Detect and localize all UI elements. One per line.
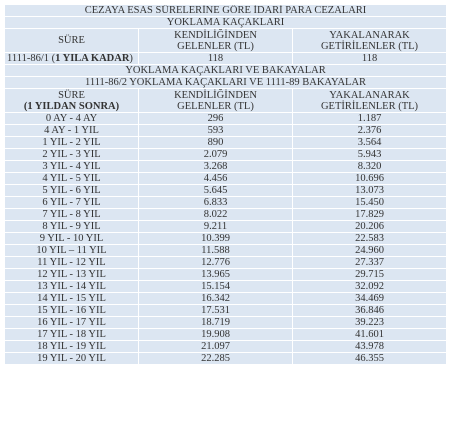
table-row — [5, 209, 447, 221]
kendiliginden-cell: 890 — [139, 137, 293, 149]
header-yakalanarak-line2: GETİRİLENLER (TL) — [320, 40, 419, 52]
yakalanarak-cell: 36.846 — [293, 305, 447, 317]
kendiliginden-cell: 6.833 — [139, 197, 293, 209]
penalty-table — [4, 4, 447, 365]
table-row — [5, 281, 447, 293]
yakalanarak-cell: 1.187 — [293, 113, 447, 125]
header2-sure — [5, 89, 139, 113]
yakalanarak-cell: 10.696 — [293, 173, 447, 185]
sure-bold: 1 YILA KADAR — [55, 53, 130, 64]
kendiliginden-cell: 8.022 — [139, 209, 293, 221]
yakalanarak-cell: 3.564 — [293, 137, 447, 149]
sure-cell: 3 YIL - 4 YIL — [5, 161, 139, 173]
kendiliginden-cell: 3.268 — [139, 161, 293, 173]
kendiliginden-cell: 22.285 — [139, 353, 293, 365]
yakalanarak-cell: 5.943 — [293, 149, 447, 161]
table-row — [5, 305, 447, 317]
sure-cell: 12 YIL - 13 YIL — [5, 269, 139, 281]
table-title: CEZAYA ESAS SÜRELERİNE GÖRE İDARİ PARA CEZALARI — [5, 5, 447, 17]
yakalanarak-cell: 17.829 — [293, 209, 447, 221]
yakalanarak-cell: 32.092 — [293, 281, 447, 293]
kendiliginden-cell: 9.211 — [139, 221, 293, 233]
section1-kendiliginden-cell: 118 — [139, 53, 293, 65]
table-row — [5, 197, 447, 209]
table-row — [5, 137, 447, 149]
sure-cell: 19 YIL - 20 YIL — [5, 353, 139, 365]
yakalanarak-cell: 15.450 — [293, 197, 447, 209]
section1-title-row — [5, 17, 447, 29]
kendiliginden-cell: 18.719 — [139, 317, 293, 329]
sure-prefix: 1111-86/1 ( — [7, 53, 56, 64]
sure-cell: 18 YIL - 19 YIL — [5, 341, 139, 353]
section2-header-row — [5, 89, 447, 113]
header-kendiliginden — [139, 29, 293, 53]
sure-cell: 6 YIL - 7 YIL — [5, 197, 139, 209]
yakalanarak-cell: 43.978 — [293, 341, 447, 353]
kendiliginden-cell: 11.588 — [139, 245, 293, 257]
table-row — [5, 173, 447, 185]
yakalanarak-cell: 20.206 — [293, 221, 447, 233]
kendiliginden-cell: 2.079 — [139, 149, 293, 161]
yakalanarak-cell: 46.355 — [293, 353, 447, 365]
table-row — [5, 245, 447, 257]
kendiliginden-cell: 593 — [139, 125, 293, 137]
yakalanarak-cell: 22.583 — [293, 233, 447, 245]
kendiliginden-cell: 21.097 — [139, 341, 293, 353]
yakalanarak-cell: 39.223 — [293, 317, 447, 329]
header2-kendiliginden-line2: GELENLER (TL) — [177, 100, 254, 112]
kendiliginden-cell: 13.965 — [139, 269, 293, 281]
table-row — [5, 161, 447, 173]
section1-sure-cell — [5, 53, 139, 65]
sure-cell: 1 YIL - 2 YIL — [5, 137, 139, 149]
yakalanarak-cell: 27.337 — [293, 257, 447, 269]
section2-title: YOKLAMA KAÇAKLARI VE BAKAYALAR — [5, 65, 447, 77]
section1-data-row — [5, 53, 447, 65]
sure-cell: 5 YIL - 6 YIL — [5, 185, 139, 197]
kendiliginden-cell: 4.456 — [139, 173, 293, 185]
sure-cell: 9 YIL - 10 YIL — [5, 233, 139, 245]
kendiliginden-cell: 10.399 — [139, 233, 293, 245]
table-row — [5, 113, 447, 125]
kendiliginden-cell: 19.908 — [139, 329, 293, 341]
header2-yakalanarak — [293, 89, 447, 113]
table-row — [5, 353, 447, 365]
yakalanarak-cell: 13.073 — [293, 185, 447, 197]
sure-cell: 15 YIL - 16 YIL — [5, 305, 139, 317]
table-row — [5, 317, 447, 329]
sure-cell: 2 YIL - 3 YIL — [5, 149, 139, 161]
header2-kendiliginden-line1: KENDİLİĞİNDEN — [174, 89, 257, 101]
section1-title: YOKLAMA KAÇAKLARI — [5, 17, 447, 29]
header-sure: SÜRE — [5, 29, 139, 53]
kendiliginden-cell: 15.154 — [139, 281, 293, 293]
header2-kendiliginden — [139, 89, 293, 113]
kendiliginden-cell: 17.531 — [139, 305, 293, 317]
sure-cell: 4 YIL - 5 YIL — [5, 173, 139, 185]
table-row — [5, 185, 447, 197]
header2-yakalanarak-line1: YAKALANARAK — [329, 89, 410, 101]
kendiliginden-cell: 12.776 — [139, 257, 293, 269]
header-yakalanarak-line1: YAKALANARAK — [329, 29, 410, 41]
kendiliginden-cell: 5.645 — [139, 185, 293, 197]
section1-header-row — [5, 29, 447, 53]
sure-suffix: ) — [129, 53, 133, 64]
table-row — [5, 293, 447, 305]
table-row — [5, 257, 447, 269]
table-row — [5, 149, 447, 161]
section2-title-row — [5, 65, 447, 77]
sure-cell: 4 AY - 1 YIL — [5, 125, 139, 137]
table-row — [5, 221, 447, 233]
sure-cell: 7 YIL - 8 YIL — [5, 209, 139, 221]
table-row — [5, 341, 447, 353]
sure-cell: 10 YIL – 11 YIL — [5, 245, 139, 257]
header-kendiliginden-line1: KENDİLİĞİNDEN — [174, 29, 257, 41]
header2-sure-line2: (1 YILDAN SONRA) — [23, 100, 120, 112]
yakalanarak-cell: 8.320 — [293, 161, 447, 173]
sure-cell: 13 YIL - 14 YIL — [5, 281, 139, 293]
sure-cell: 11 YIL - 12 YIL — [5, 257, 139, 269]
kendiliginden-cell: 16.342 — [139, 293, 293, 305]
table-title-row — [5, 5, 447, 17]
header2-yakalanarak-line2: GETİRİLENLER (TL) — [320, 100, 419, 112]
table-row — [5, 269, 447, 281]
yakalanarak-cell: 2.376 — [293, 125, 447, 137]
section2-subtitle: 1111-86/2 YOKLAMA KAÇAKLARI VE 1111-89 BAKAYALAR — [5, 77, 447, 89]
kendiliginden-cell: 296 — [139, 113, 293, 125]
yakalanarak-cell: 24.960 — [293, 245, 447, 257]
sure-cell: 14 YIL - 15 YIL — [5, 293, 139, 305]
table-row — [5, 233, 447, 245]
table-row — [5, 125, 447, 137]
yakalanarak-cell: 41.601 — [293, 329, 447, 341]
section2-subtitle-row — [5, 77, 447, 89]
yakalanarak-cell: 34.469 — [293, 293, 447, 305]
sure-cell: 17 YIL - 18 YIL — [5, 329, 139, 341]
section1-yakalanarak-cell: 118 — [293, 53, 447, 65]
header-kendiliginden-line2: GELENLER (TL) — [177, 40, 254, 52]
sure-cell: 16 YIL - 17 YIL — [5, 317, 139, 329]
header2-sure-line1: SÜRE — [58, 89, 85, 101]
sure-cell: 8 YIL - 9 YIL — [5, 221, 139, 233]
yakalanarak-cell: 29.715 — [293, 269, 447, 281]
header-yakalanarak — [293, 29, 447, 53]
table-row — [5, 329, 447, 341]
sure-cell: 0 AY - 4 AY — [5, 113, 139, 125]
